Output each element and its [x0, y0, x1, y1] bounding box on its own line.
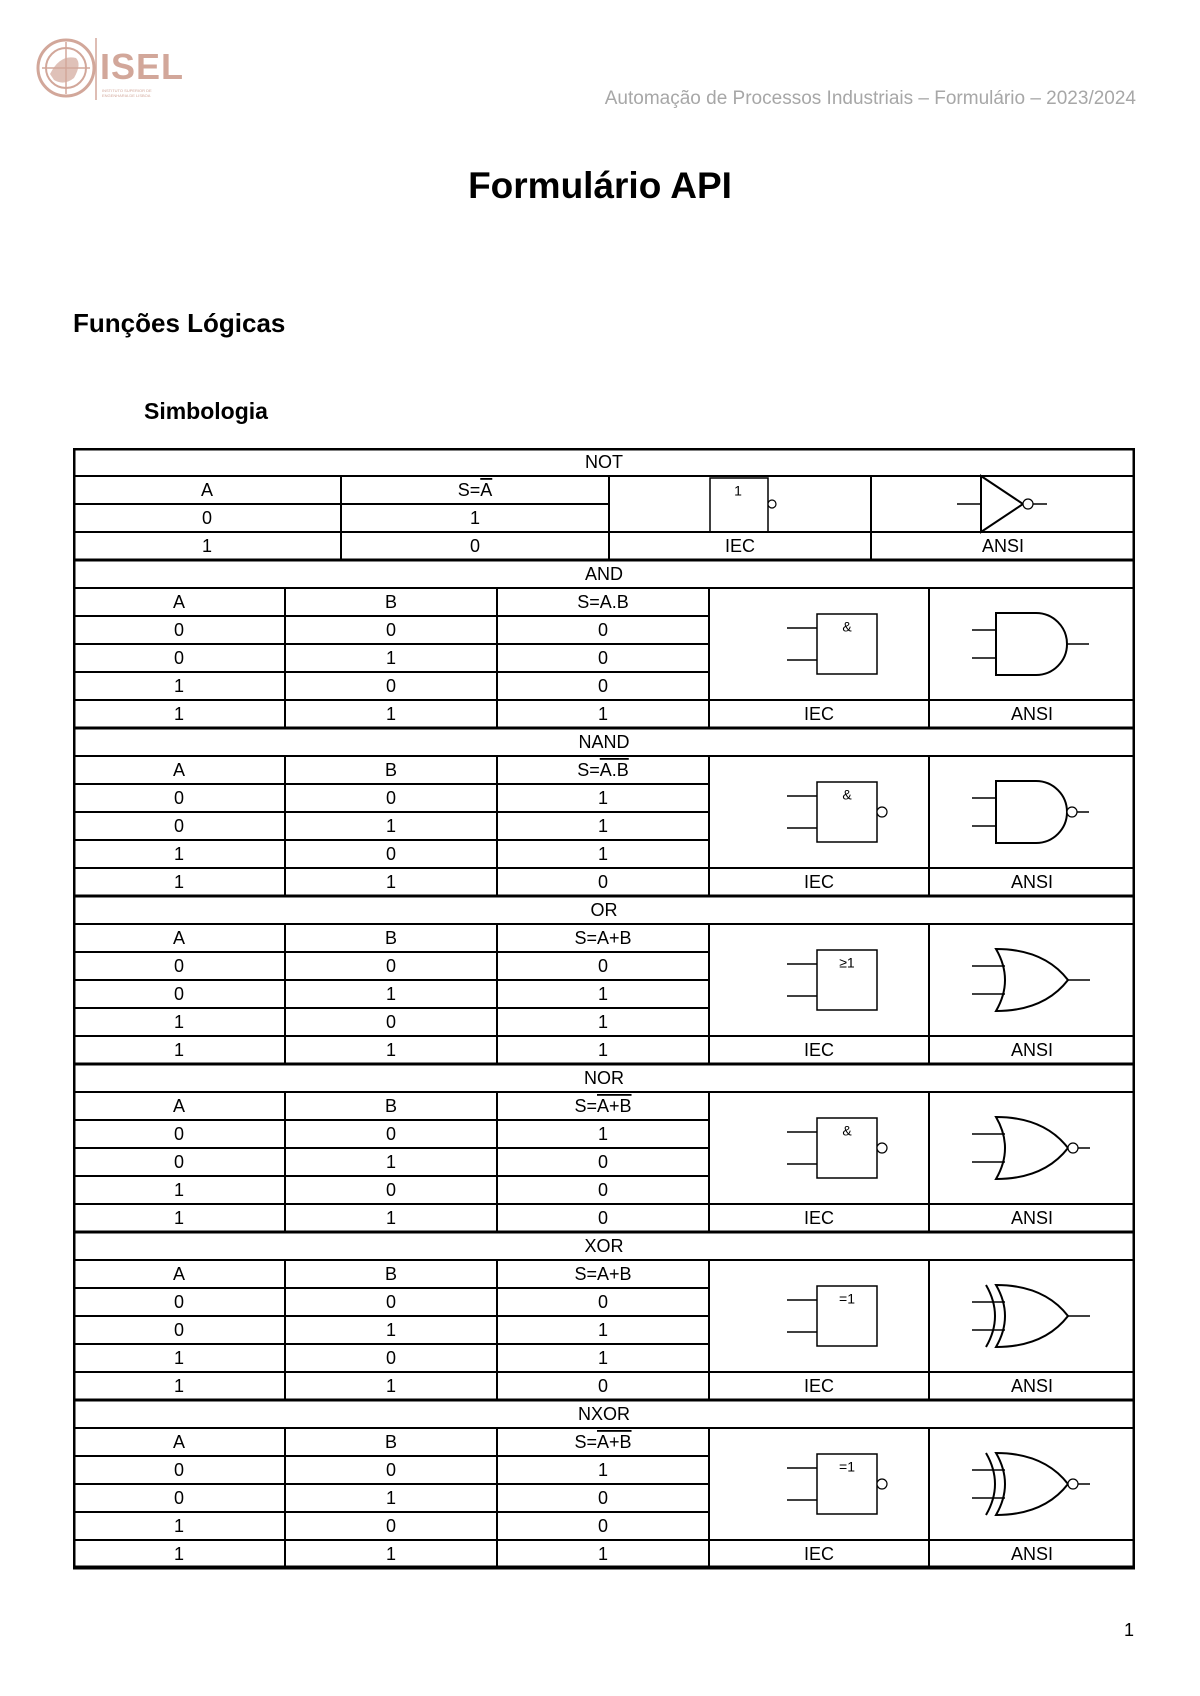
truth-value: 1: [385, 1487, 397, 1508]
truth-value: 0: [173, 1151, 185, 1172]
subsection-title: Simbologia: [144, 398, 268, 424]
iec-gate-symbol: [787, 1286, 877, 1346]
truth-value: 0: [597, 619, 609, 640]
and-gate-icon: [996, 781, 1067, 843]
truth-value: 1: [385, 703, 397, 724]
truth-value: 0: [385, 787, 397, 808]
gate-block-or: [73, 900, 1135, 1064]
logic-gates-table: [73, 448, 1135, 1606]
column-header: A: [172, 1263, 186, 1284]
column-header: S=A+B: [574, 1263, 632, 1284]
negation-bubble-icon: [877, 807, 887, 817]
ansi-gate-symbol: [972, 1117, 1090, 1179]
running-header: Automação de Processos Industriais – Formulário – 2023/2024: [604, 88, 1136, 109]
ansi-gate-symbol: [972, 613, 1089, 675]
column-header: A: [200, 479, 214, 500]
column-header: A: [172, 927, 186, 948]
xor-input-curve-icon: [986, 1453, 995, 1515]
truth-value: 1: [597, 787, 609, 808]
truth-value: 1: [597, 1347, 609, 1368]
gate-block-and: [73, 564, 1135, 728]
negation-bubble-icon: [877, 1479, 887, 1489]
truth-value: 0: [173, 1459, 185, 1480]
iec-label: IEC: [803, 1039, 835, 1060]
truth-value: 1: [173, 675, 185, 696]
column-header: B: [384, 1431, 398, 1452]
negation-bubble-icon: [1068, 1479, 1078, 1489]
gate-block-nand: [73, 732, 1135, 896]
truth-value: 0: [173, 787, 185, 808]
iec-function-symbol: =1: [839, 1458, 855, 1475]
truth-value: 1: [385, 647, 397, 668]
truth-value: 1: [173, 1347, 185, 1368]
iec-function-symbol: &: [842, 618, 852, 635]
output-header: [458, 480, 493, 500]
column-header: B: [384, 1095, 398, 1116]
ansi-label: ANSI: [1010, 1543, 1054, 1564]
gate-name: XOR: [584, 1235, 624, 1256]
column-header: A: [172, 1431, 186, 1452]
truth-value: 0: [597, 1151, 609, 1172]
and-gate-icon: [996, 613, 1067, 675]
isel-seal-icon: [36, 34, 98, 102]
iec-label: IEC: [724, 535, 756, 556]
truth-value: 1: [173, 1515, 185, 1536]
negation-bubble-icon: [1068, 1143, 1078, 1153]
column-header: A: [172, 759, 186, 780]
header-negated-term: A+B: [597, 1431, 632, 1452]
iec-label: IEC: [803, 1543, 835, 1564]
iec-gate-symbol: [787, 1454, 887, 1514]
truth-value: 1: [385, 983, 397, 1004]
truth-value: 0: [173, 647, 185, 668]
truth-value: 0: [385, 1179, 397, 1200]
header-prefix: S=: [574, 1431, 597, 1452]
gate-name: OR: [590, 899, 618, 920]
negation-bubble-icon: [1067, 807, 1077, 817]
iec-gate-symbol: [787, 614, 877, 674]
or-gate-icon: [996, 1117, 1068, 1179]
truth-value: 1: [597, 1319, 609, 1340]
iec-label: IEC: [803, 1207, 835, 1228]
truth-value: 0: [597, 955, 609, 976]
truth-value: 1: [173, 871, 185, 892]
ansi-label: ANSI: [1010, 703, 1054, 724]
truth-value: 1: [597, 983, 609, 1004]
truth-value: 0: [597, 871, 609, 892]
column-header: S=A+B: [574, 927, 632, 948]
truth-value: 0: [385, 843, 397, 864]
truth-value: 0: [173, 955, 185, 976]
truth-value: 1: [385, 1319, 397, 1340]
xor-input-curve-icon: [986, 1285, 995, 1347]
ansi-label: ANSI: [1010, 1375, 1054, 1396]
truth-value: 0: [173, 1291, 185, 1312]
truth-value: 1: [173, 1207, 185, 1228]
iec-function-symbol: &: [842, 786, 852, 803]
iec-function-symbol: &: [842, 1122, 852, 1139]
column-header: S=A.B: [577, 591, 629, 612]
ansi-gate-symbol: [972, 1453, 1090, 1515]
column-header: B: [384, 759, 398, 780]
gate-name: NAND: [578, 731, 630, 752]
ansi-gate-symbol: [972, 949, 1090, 1011]
truth-value: 0: [385, 1347, 397, 1368]
truth-value: 0: [385, 1291, 397, 1312]
ansi-label: ANSI: [1010, 1207, 1054, 1228]
gate-name: NOT: [585, 451, 623, 472]
truth-value: 0: [201, 507, 213, 528]
gate-name: NOR: [584, 1067, 624, 1088]
header-prefix: S=: [577, 759, 600, 780]
truth-value: 1: [597, 1543, 609, 1564]
gate-name: NXOR: [577, 1403, 631, 1424]
truth-value: 0: [385, 1011, 397, 1032]
truth-value: 0: [597, 1375, 609, 1396]
truth-value: 0: [385, 1459, 397, 1480]
truth-value: 1: [469, 507, 481, 528]
output-header: [577, 760, 629, 780]
ansi-label: ANSI: [981, 535, 1025, 556]
truth-value: 1: [173, 1039, 185, 1060]
ansi-gate-symbol: [957, 476, 1047, 532]
header-negated-term: A.B: [599, 759, 629, 780]
logo-text: ISEL: [100, 46, 185, 87]
or-gate-icon: [996, 1285, 1068, 1347]
truth-value: 0: [173, 1319, 185, 1340]
negation-bubble-icon: [768, 500, 776, 508]
truth-value: 0: [173, 1123, 185, 1144]
truth-value: 0: [173, 815, 185, 836]
truth-value: 1: [201, 535, 213, 556]
truth-value: 0: [597, 647, 609, 668]
truth-value: 1: [385, 1151, 397, 1172]
isel-logo: [36, 34, 185, 104]
column-header: B: [384, 1263, 398, 1284]
truth-value: 1: [385, 871, 397, 892]
truth-value: 0: [385, 1515, 397, 1536]
truth-value: 1: [173, 1543, 185, 1564]
truth-value: 1: [385, 1543, 397, 1564]
gate-name: AND: [584, 563, 624, 584]
iec-gate-symbol: [710, 478, 776, 532]
negation-bubble-icon: [1023, 499, 1033, 509]
column-header: A: [172, 1095, 186, 1116]
truth-value: 1: [385, 1039, 397, 1060]
gate-block-not: [73, 452, 1135, 560]
or-gate-icon: [996, 1453, 1068, 1515]
truth-value: 0: [385, 619, 397, 640]
ansi-gate-symbol: [972, 781, 1089, 843]
column-header: B: [384, 927, 398, 948]
truth-value: 0: [385, 955, 397, 976]
truth-value: 1: [597, 815, 609, 836]
page-title: Formulário API: [468, 165, 732, 206]
column-header: B: [384, 591, 398, 612]
iec-gate-symbol: [787, 782, 887, 842]
iec-label: IEC: [803, 871, 835, 892]
iec-label: IEC: [803, 703, 835, 724]
truth-value: 1: [173, 1375, 185, 1396]
truth-value: 0: [597, 1515, 609, 1536]
truth-value: 1: [173, 1179, 185, 1200]
truth-value: 0: [469, 535, 481, 556]
iec-label: IEC: [803, 1375, 835, 1396]
gate-block-nxor: [73, 1404, 1135, 1568]
iec-function-symbol: =1: [839, 1290, 855, 1307]
truth-value: 0: [597, 1487, 609, 1508]
header-prefix: S=: [457, 479, 481, 500]
truth-value: 1: [597, 1123, 609, 1144]
ansi-gate-symbol: [972, 1285, 1090, 1347]
iec-function-symbol: ≥1: [839, 954, 855, 971]
column-header: A: [172, 591, 186, 612]
truth-value: 1: [173, 843, 185, 864]
truth-value: 1: [385, 1207, 397, 1228]
header-prefix: S=: [574, 1095, 597, 1116]
truth-value: 0: [597, 1291, 609, 1312]
header-negated-term: A+B: [597, 1095, 632, 1116]
truth-value: 0: [597, 1179, 609, 1200]
output-header: [574, 1432, 631, 1452]
iec-gate-symbol: [787, 950, 877, 1010]
truth-value: 0: [597, 675, 609, 696]
truth-value: 1: [597, 1011, 609, 1032]
truth-value: 0: [385, 1123, 397, 1144]
truth-value: 1: [173, 703, 185, 724]
section-title: Funções Lógicas: [73, 308, 286, 338]
truth-value: 0: [385, 675, 397, 696]
truth-value: 1: [597, 703, 609, 724]
truth-value: 1: [385, 1375, 397, 1396]
or-gate-icon: [996, 949, 1068, 1011]
gate-block-nor: [73, 1068, 1135, 1232]
negation-bubble-icon: [877, 1143, 887, 1153]
truth-value: 0: [173, 1487, 185, 1508]
iec-function-symbol: 1: [734, 482, 742, 499]
not-gate-icon: [981, 476, 1023, 532]
truth-value: 1: [385, 815, 397, 836]
output-header: [574, 1096, 631, 1116]
gate-block-xor: [73, 1236, 1135, 1400]
truth-value: 1: [597, 843, 609, 864]
logo-subtext: INSTITUTO SUPERIOR DE ENGENHARIA DE LISBOA: [102, 88, 152, 98]
ansi-label: ANSI: [1010, 871, 1054, 892]
truth-value: 0: [173, 619, 185, 640]
page-number: 1: [1123, 1620, 1134, 1640]
truth-value: 0: [173, 983, 185, 1004]
truth-value: 1: [597, 1459, 609, 1480]
truth-value: 1: [597, 1039, 609, 1060]
truth-value: 1: [173, 1011, 185, 1032]
iec-gate-symbol: [787, 1118, 887, 1178]
ansi-label: ANSI: [1010, 1039, 1054, 1060]
truth-value: 0: [597, 1207, 609, 1228]
header-negated-term: A: [480, 479, 493, 500]
